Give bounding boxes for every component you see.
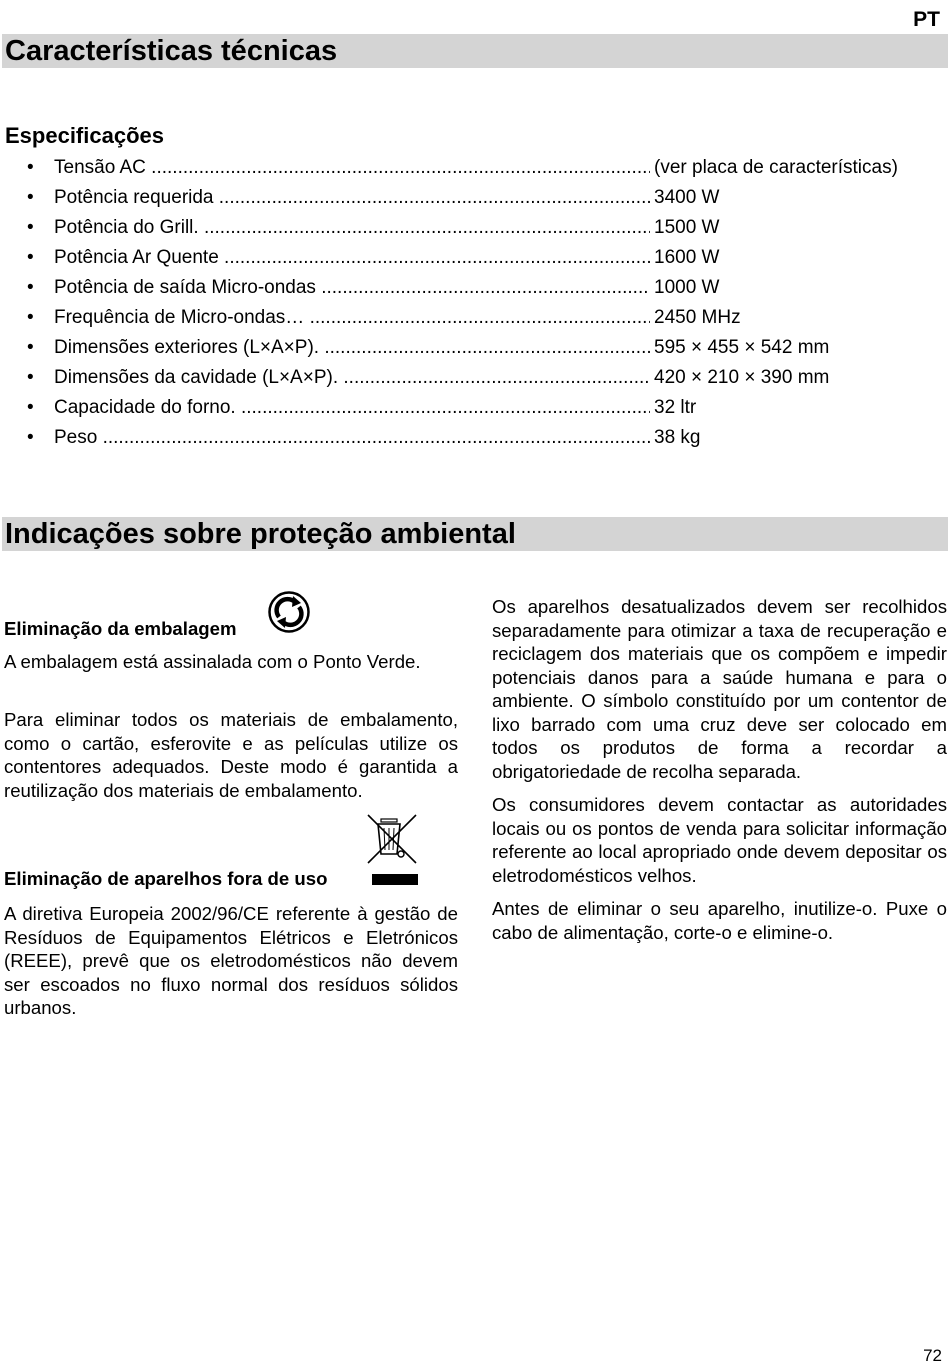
spec-label: Tensão AC ..... xyxy=(54,153,650,183)
weee-paragraph: A diretiva Europeia 2002/96/CE referente à gestão de Resíduos de Equipamentos Elétricos e Eletrónicos (REEE), prevê que os eletrodomésticos não devem ser escoados no fluxo normal dos resíduos sólidos urbanos. xyxy=(4,903,458,1018)
spec-row xyxy=(0,393,950,423)
page-number: 72 xyxy=(923,1346,942,1365)
spec-row xyxy=(0,243,950,273)
specifications-list xyxy=(0,153,950,453)
spec-label: Potência de saída Micro-ondas ..... xyxy=(54,273,650,303)
right-paragraph-2: Os consumidores devem contactar as autoridades locais ou os pontos de venda para solicitar informação referente ao local apropriado onde devem depositar os eletrodomésticos velhos. xyxy=(492,794,947,886)
language-code: PT xyxy=(913,8,940,31)
spec-value: (ver placa de características) xyxy=(654,157,898,178)
spec-row xyxy=(0,213,950,243)
spec-row xyxy=(0,333,950,363)
crossed-bin-icon xyxy=(364,812,420,892)
spec-value: 3400 W xyxy=(654,187,720,208)
spec-row xyxy=(0,303,950,333)
bullet-icon: • xyxy=(27,157,34,178)
spec-value: 2450 MHz xyxy=(654,307,741,328)
spec-row xyxy=(0,363,950,393)
bullet-icon: • xyxy=(27,187,34,208)
bullet-icon: • xyxy=(27,307,34,328)
section-title-environment: Indicações sobre proteção ambiental xyxy=(2,517,948,551)
spec-row xyxy=(0,273,950,303)
spec-label: Potência requerida ..... xyxy=(54,183,650,213)
spec-label: Potência do Grill. ..... xyxy=(54,213,650,243)
right-column xyxy=(492,595,947,954)
green-dot-icon xyxy=(267,590,311,634)
spec-label: Potência Ar Quente ..... xyxy=(54,243,650,273)
spec-label: Dimensões da cavidade (L×A×P). ..... xyxy=(54,363,650,393)
spec-row xyxy=(0,153,950,183)
bullet-icon: • xyxy=(27,337,34,358)
packaging-heading: Eliminação da embalagem xyxy=(4,618,237,639)
right-paragraph-3: Antes de eliminar o seu aparelho, inutilize-o. Puxe o cabo de alimentação, corte-o e elimine-o. xyxy=(492,898,947,943)
spec-value: 1500 W xyxy=(654,217,720,238)
bullet-icon: • xyxy=(27,397,34,418)
right-paragraph-1: Os aparelhos desatualizados devem ser recolhidos separadamente para otimizar a taxa de recuperação e reciclagem dos materiais que os compõem e impedir potenciais danos para a saúde humana e para o ambiente. O símbolo constituído por um contentor de lixo barrado com uma cruz deve ser colocado em todos os produtos de forma a recordar a obrigatoriedade de recolha separada. xyxy=(492,596,947,782)
section-title-technical: Características técnicas xyxy=(2,34,948,68)
spec-label: Capacidade do forno. ..... xyxy=(54,393,650,423)
packaging-paragraph-1: A embalagem está assinalada com o Ponto Verde. xyxy=(4,651,421,672)
weee-heading: Eliminação de aparelhos fora de uso xyxy=(4,868,328,889)
specifications-heading: Especificações xyxy=(5,123,164,148)
spec-label: Peso ..... xyxy=(54,423,650,453)
spec-value: 1600 W xyxy=(654,247,720,268)
spec-row xyxy=(0,183,950,213)
bullet-icon: • xyxy=(27,247,34,268)
spec-value: 420 × 210 × 390 mm xyxy=(654,367,830,388)
spec-value: 595 × 455 × 542 mm xyxy=(654,337,830,358)
spec-label: Frequência de Micro-ondas… ..... xyxy=(54,303,650,333)
bullet-icon: • xyxy=(27,217,34,238)
packaging-paragraph-2: Para eliminar todos os materiais de embalamento, como o cartão, esferovite e as películas utilize os contentores adequados. Deste modo é garantida a reutilização dos materiais de embalamento. xyxy=(4,709,458,801)
bullet-icon: • xyxy=(27,277,34,298)
spec-value: 38 kg xyxy=(654,427,701,448)
bullet-icon: • xyxy=(27,367,34,388)
spec-value: 32 ltr xyxy=(654,397,697,418)
spec-row xyxy=(0,423,950,453)
spec-label: Dimensões exteriores (L×A×P). ..... xyxy=(54,333,650,363)
bullet-icon: • xyxy=(27,427,34,448)
spec-value: 1000 W xyxy=(654,277,720,298)
